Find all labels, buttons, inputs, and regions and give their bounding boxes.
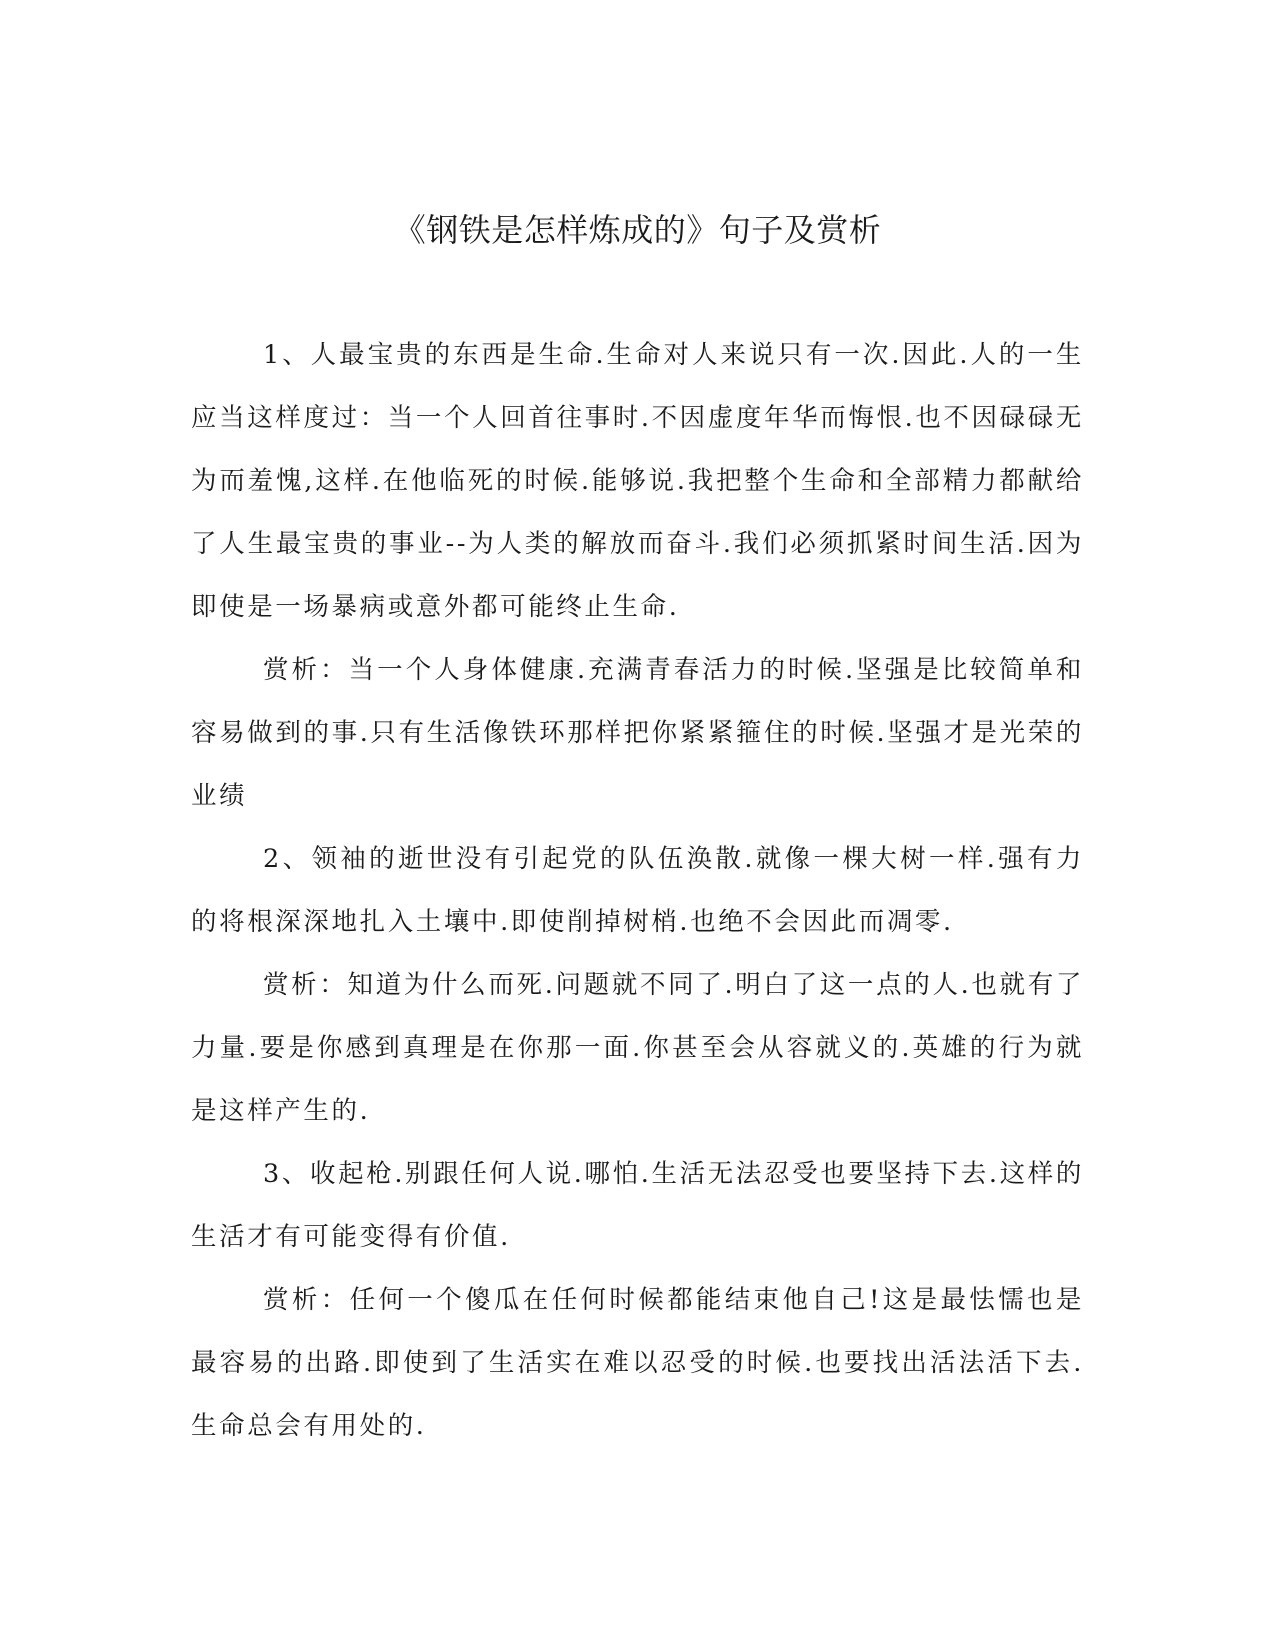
paragraph-sentence-1: 1、人最宝贵的东西是生命.生命对人来说只有一次.因此.人的一生应当这样度过：当一个人回首往事时.不因虚度年华而悔恨.也不因碌碌无为而羞愧,这样.在他临死的时候.能够说.我把整个生命和全部精力都献给了人生最宝贵的事业--为人类的解放而奋斗.我们必须抓紧时间生活.因为即使是一场暴病或意外都可能终止生命.	[191, 340, 1084, 622]
paragraph-sentence-2: 2、领袖的逝世没有引起党的队伍涣散.就像一棵大树一样.强有力的将根深深地扎入土壤中.即使削掉树梢.也绝不会因此而凋零.	[191, 844, 1084, 937]
paragraph-sentence-3: 3、收起枪.别跟任何人说.哪怕.生活无法忍受也要坚持下去.这样的生活才有可能变得有价值.	[191, 1159, 1084, 1252]
paragraph-analysis-1: 赏析：当一个人身体健康.充满青春活力的时候.坚强是比较简单和容易做到的事.只有生活像铁环那样把你紧紧箍住的时候.坚强才是光荣的业绩	[191, 655, 1084, 811]
paragraph-analysis-2: 赏析：知道为什么而死.问题就不同了.明白了这一点的人.也就有了力量.要是你感到真理是在你那一面.你甚至会从容就义的.英雄的行为就是这样产生的.	[191, 970, 1084, 1126]
document-title: 《钢铁是怎样炼成的》句子及赏析	[393, 211, 882, 249]
paragraph-analysis-3: 赏析：任何一个傻瓜在任何时候都能结束他自己!这是最怯懦也是最容易的出路.即使到了生活实在难以忍受的时候.也要找出活法活下去.生命总会有用处的.	[191, 1285, 1084, 1441]
document-body	[191, 324, 1084, 1458]
